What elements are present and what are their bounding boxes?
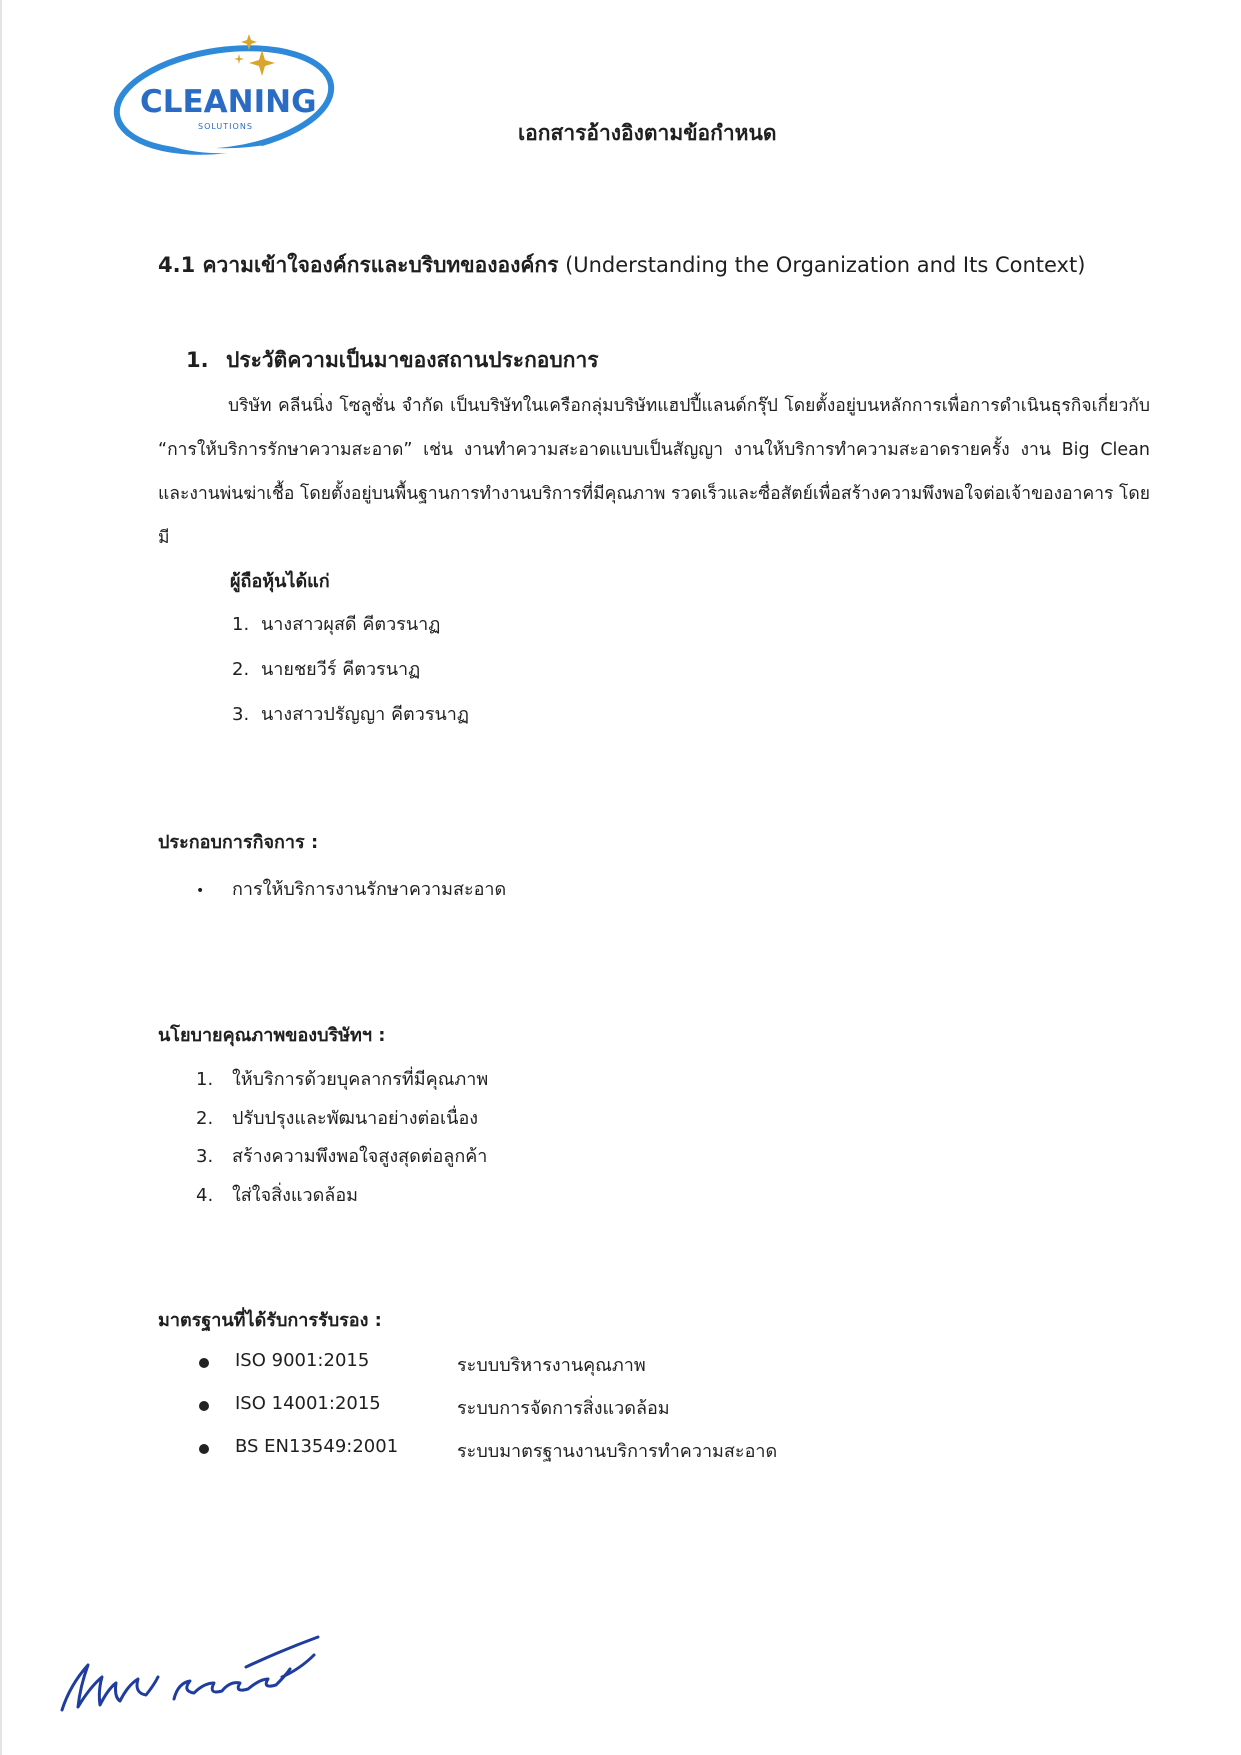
filled-bullet-icon (199, 1358, 209, 1368)
filled-bullet-icon (199, 1401, 209, 1411)
standard-row (196, 1350, 777, 1393)
policy-item-text: สร้างความพึงพอใจสูงสุดต่อลูกค้า (232, 1146, 488, 1167)
policy-item-text: ให้บริการด้วยบุคลากรที่มีคุณภาพ (232, 1069, 489, 1090)
standard-code: ISO 14001:2015 (235, 1393, 381, 1414)
standard-row (196, 1436, 777, 1479)
signature-graphic (50, 1625, 330, 1720)
list-item (196, 1064, 488, 1103)
quality-policy-label: นโยบายคุณภาพของบริษัทฯ : (158, 1025, 386, 1046)
standards-list (196, 1350, 777, 1479)
page-edge (0, 0, 2, 1755)
section-heading-thai: 4.1 ความเข้าใจองค์กรและบริบทขององค์กร (158, 253, 559, 277)
handwritten-signature (50, 1625, 330, 1720)
shareholders-label: ผู้ถือหุ้นได้แก่ (230, 571, 330, 592)
shareholder-name: นางสาวปรัญญา คีตวรนาฏ (261, 704, 470, 725)
section-heading-english: (Understanding the Organization and Its Context) (565, 253, 1086, 277)
list-number: 2. (232, 659, 250, 680)
standards-label: มาตรฐานที่ได้รับการรับรอง : (158, 1310, 382, 1331)
standard-description: ระบบมาตรฐานงานบริการทำความสะอาด (457, 1441, 778, 1462)
company-history-paragraph: บริษัท คลีนนิ่ง โซลูชั่น จำกัด เป็นบริษัทในเครือกลุ่มบริษัทแฮปปี้แลนด์กรุ๊ป โดยตั้งอยู่บนหลักการเพื่อการดำเนินธุรกิจเกี่ยวกับ “การให้บริการรักษาความสะอาด” เช่น งานทำความสะอาดแบบเป็นสัญญา งานให้บริการทำความสะอาดรายครั้ง งาน Big Clean และงานพ่นฆ่าเชื้อ โดยตั้งอยู่บนพื้นฐานการทำงานบริการที่มีคุณภาพ รวดเร็วและซื่อสัตย์เพื่อสร้างความพึงพอใจต่อเจ้าของอาคาร โดยมี (158, 396, 1151, 548)
policy-item-text: ใส่ใจสิ่งแวดล้อม (232, 1184, 358, 1206)
list-number: 4. (196, 1184, 214, 1206)
list-number: 1. (196, 1069, 214, 1090)
logo-tagline-text: SOLUTIONS (198, 122, 253, 131)
business-item-text: การให้บริการงานรักษาความสะอาด (232, 879, 507, 900)
document-title: เอกสารอ้างอิงตามข้อกำหนด (518, 121, 777, 145)
shareholder-name: นายชยวีร์ คีตวรนาฏ (261, 659, 421, 680)
list-item (232, 609, 469, 654)
standard-description: ระบบการจัดการสิ่งแวดล้อม (457, 1398, 670, 1419)
quality-policy-list (196, 1064, 488, 1218)
standard-row (196, 1393, 777, 1436)
section-heading (158, 249, 1085, 282)
history-title: ประวัติความเป็นมาของสถานประกอบการ (226, 348, 599, 372)
list-number: 2. (196, 1107, 214, 1129)
list-item (232, 654, 469, 699)
standard-description: ระบบบริหารงานคุณภาพ (457, 1355, 646, 1376)
bullet-icon: • (196, 883, 205, 899)
shareholders-list (232, 609, 469, 744)
list-number: 1. (232, 614, 250, 635)
logo-brand-text: CLEANING (140, 84, 317, 120)
cleaning-solutions-logo-graphic (112, 20, 362, 160)
business-list (196, 874, 506, 903)
shareholder-name: นางสาวผุสดี คีตวรนาฏ (261, 614, 441, 635)
history-heading (186, 344, 599, 377)
history-number: 1. (186, 348, 209, 372)
business-label: ประกอบการกิจการ : (158, 832, 319, 853)
list-item (196, 1103, 488, 1142)
policy-item-text: ปรับปรุงและพัฒนาอย่างต่อเนื่อง (232, 1107, 479, 1129)
filled-bullet-icon (199, 1444, 209, 1454)
list-item (196, 874, 506, 903)
company-logo (112, 20, 362, 160)
list-number: 3. (232, 704, 250, 725)
list-item (232, 699, 469, 744)
list-item (196, 1180, 488, 1219)
sparkle-icon (234, 34, 275, 76)
list-item (196, 1141, 488, 1180)
list-number: 3. (196, 1146, 214, 1167)
standard-code: ISO 9001:2015 (235, 1350, 370, 1371)
standard-code: BS EN13549:2001 (235, 1436, 399, 1457)
